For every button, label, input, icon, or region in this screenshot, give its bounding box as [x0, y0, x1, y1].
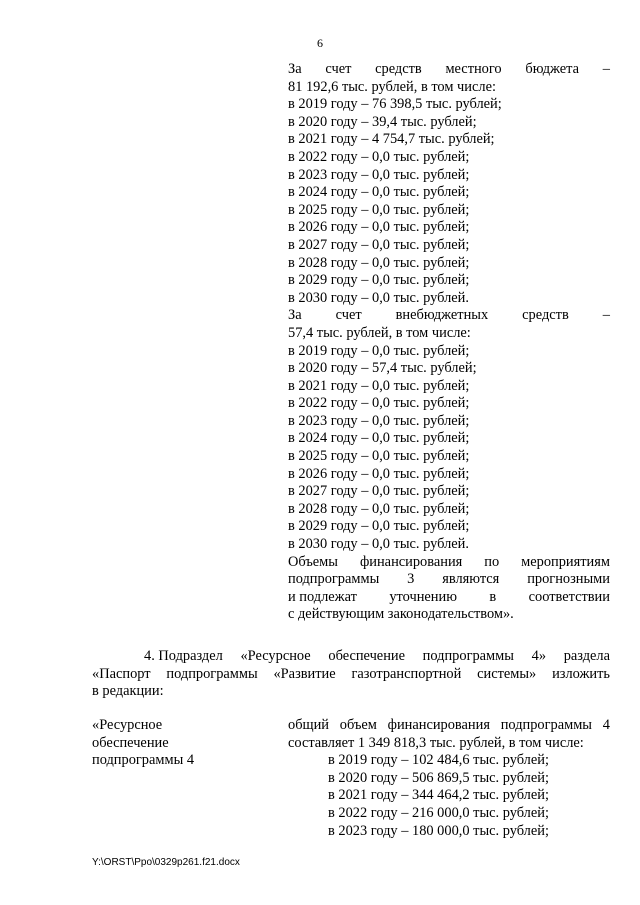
resource-word: финансирования: [387, 717, 490, 733]
local-budget-line: в 2026 году – 0,0 тыс. рублей;: [288, 219, 470, 236]
intro-word: –: [602, 61, 610, 77]
local-budget-intro: [288, 61, 610, 79]
offbudget-line: в 2026 году – 0,0 тыс. рублей;: [288, 465, 470, 482]
offbudget-line: в 2025 году – 0,0 тыс. рублей;: [288, 448, 470, 465]
intro-word: внебюджетных: [395, 307, 489, 324]
resource-label: [92, 717, 242, 770]
offbudget-line: в 2022 году – 0,0 тыс. рублей;: [288, 395, 470, 412]
resource-label-line: обеспечение: [92, 734, 169, 751]
note-word: прогнозными: [527, 571, 610, 588]
intro-word: За: [288, 307, 302, 324]
note-word: подпрограммы: [288, 571, 380, 588]
section-word: обеспечение: [328, 648, 405, 664]
intro-word: средств: [375, 61, 422, 77]
note-word: по: [484, 553, 500, 570]
local-budget-line: в 2022 году – 0,0 тыс. рублей;: [288, 148, 470, 165]
local-budget-line: в 2023 году – 0,0 тыс. рублей;: [288, 166, 470, 183]
note-line: с действующим законодательством».: [288, 606, 514, 623]
intro-word: местного: [445, 61, 502, 77]
intro-word: –: [602, 307, 610, 324]
resource-line: составляет 1 349 818,3 тыс. рублей, в том числе:: [288, 734, 584, 751]
resource-word: подпрограммы: [500, 717, 592, 733]
intro-word: счет: [335, 307, 362, 324]
local-budget-line: в 2025 году – 0,0 тыс. рублей;: [288, 201, 470, 218]
local-budget-line: в 2030 году – 0,0 тыс. рублей.: [288, 289, 469, 306]
note-word: уточнению: [389, 588, 457, 605]
resource-details: [288, 717, 610, 840]
local-budget-line: в 2028 году – 0,0 тыс. рублей;: [288, 254, 470, 271]
offbudget-line: в 2019 году – 0,0 тыс. рублей;: [288, 342, 470, 359]
section-4-paragraph: [92, 648, 610, 701]
note-word: 3: [407, 571, 415, 588]
resource-year-line: в 2021 году – 344 464,2 тыс. рублей;: [328, 787, 549, 804]
note-word: Объемы: [288, 553, 338, 570]
note-word: мероприятиям: [521, 553, 610, 570]
local-budget-block: [288, 61, 610, 624]
section-word: «Ресурсное: [240, 648, 311, 664]
resource-word: объем: [339, 717, 377, 733]
note-line: [288, 571, 610, 589]
local-budget-line: в 2024 году – 0,0 тыс. рублей;: [288, 184, 470, 201]
offbudget-line: в 2024 году – 0,0 тыс. рублей;: [288, 430, 470, 447]
local-budget-line: в 2027 году – 0,0 тыс. рублей;: [288, 236, 470, 253]
section-4-line: [92, 648, 610, 666]
offbudget-line: в 2023 году – 0,0 тыс. рублей;: [288, 412, 470, 429]
resource-label-line: «Ресурсное: [92, 717, 163, 733]
resource-year-line: в 2023 году – 180 000,0 тыс. рублей;: [328, 822, 549, 839]
local-budget-line: в 2021 году – 4 754,7 тыс. рублей;: [288, 131, 495, 148]
intro-word: бюджета: [525, 61, 580, 77]
resource-word: общий: [288, 717, 330, 733]
note-word: финансирования: [359, 553, 463, 570]
offbudget-line: в 2027 году – 0,0 тыс. рублей;: [288, 483, 470, 500]
local-budget-line: в 2029 году – 0,0 тыс. рублей;: [288, 272, 470, 289]
offbudget-line: 57,4 тыс. рублей, в том числе:: [288, 324, 471, 341]
offbudget-line: в 2020 году – 57,4 тыс. рублей;: [288, 360, 477, 377]
offbudget-line: в 2028 году – 0,0 тыс. рублей;: [288, 500, 470, 517]
section-word: раздела: [563, 648, 610, 664]
resource-year-line: в 2019 году – 102 484,6 тыс. рублей;: [328, 752, 549, 769]
note-word: соответствии: [528, 588, 610, 605]
section-4-line: [92, 666, 610, 684]
local-budget-line: в 2019 году – 76 398,5 тыс. рублей;: [288, 96, 502, 113]
offbudget-line: в 2030 году – 0,0 тыс. рублей.: [288, 536, 469, 553]
local-budget-line: 81 192,6 тыс. рублей, в том числе:: [288, 78, 496, 95]
section-word: подпрограммы: [166, 665, 258, 682]
file-path-footer: Y:\ORST\Ppo\0329p261.f21.docx: [92, 857, 240, 868]
section-word: 4. Подраздел: [144, 648, 223, 664]
section-word: изложить: [552, 665, 610, 682]
offbudget-line: в 2021 году – 0,0 тыс. рублей;: [288, 377, 470, 394]
section-word: 4»: [531, 648, 547, 664]
note-word: являются: [442, 571, 500, 588]
resource-year-line: в 2022 году – 216 000,0 тыс. рублей;: [328, 804, 549, 821]
section-word: «Развитие: [273, 665, 336, 682]
section-word: газотранспортной: [351, 665, 462, 682]
section-word: подпрограммы: [422, 648, 514, 664]
section-word: «Паспорт: [92, 665, 151, 682]
resource-word: 4: [602, 717, 610, 733]
resource-year-line: в 2020 году – 506 869,5 тыс. рублей;: [328, 769, 549, 786]
intro-word: средств: [522, 307, 569, 324]
local-budget-line: в 2020 году – 39,4 тыс. рублей;: [288, 113, 477, 130]
offbudget-intro: [288, 307, 610, 325]
resource-line: [288, 717, 610, 735]
resource-label-line: подпрограммы 4: [92, 752, 195, 769]
note-line: [288, 554, 610, 572]
offbudget-line: в 2029 году – 0,0 тыс. рублей;: [288, 518, 470, 535]
section-4-line: в редакции:: [92, 683, 164, 700]
page-number: 6: [317, 36, 323, 50]
note-word: и подлежат: [288, 588, 357, 605]
intro-word: За: [288, 61, 302, 77]
intro-word: счет: [325, 61, 352, 77]
note-line: [288, 589, 610, 607]
note-word: в: [489, 588, 497, 605]
section-word: системы»: [477, 665, 537, 682]
